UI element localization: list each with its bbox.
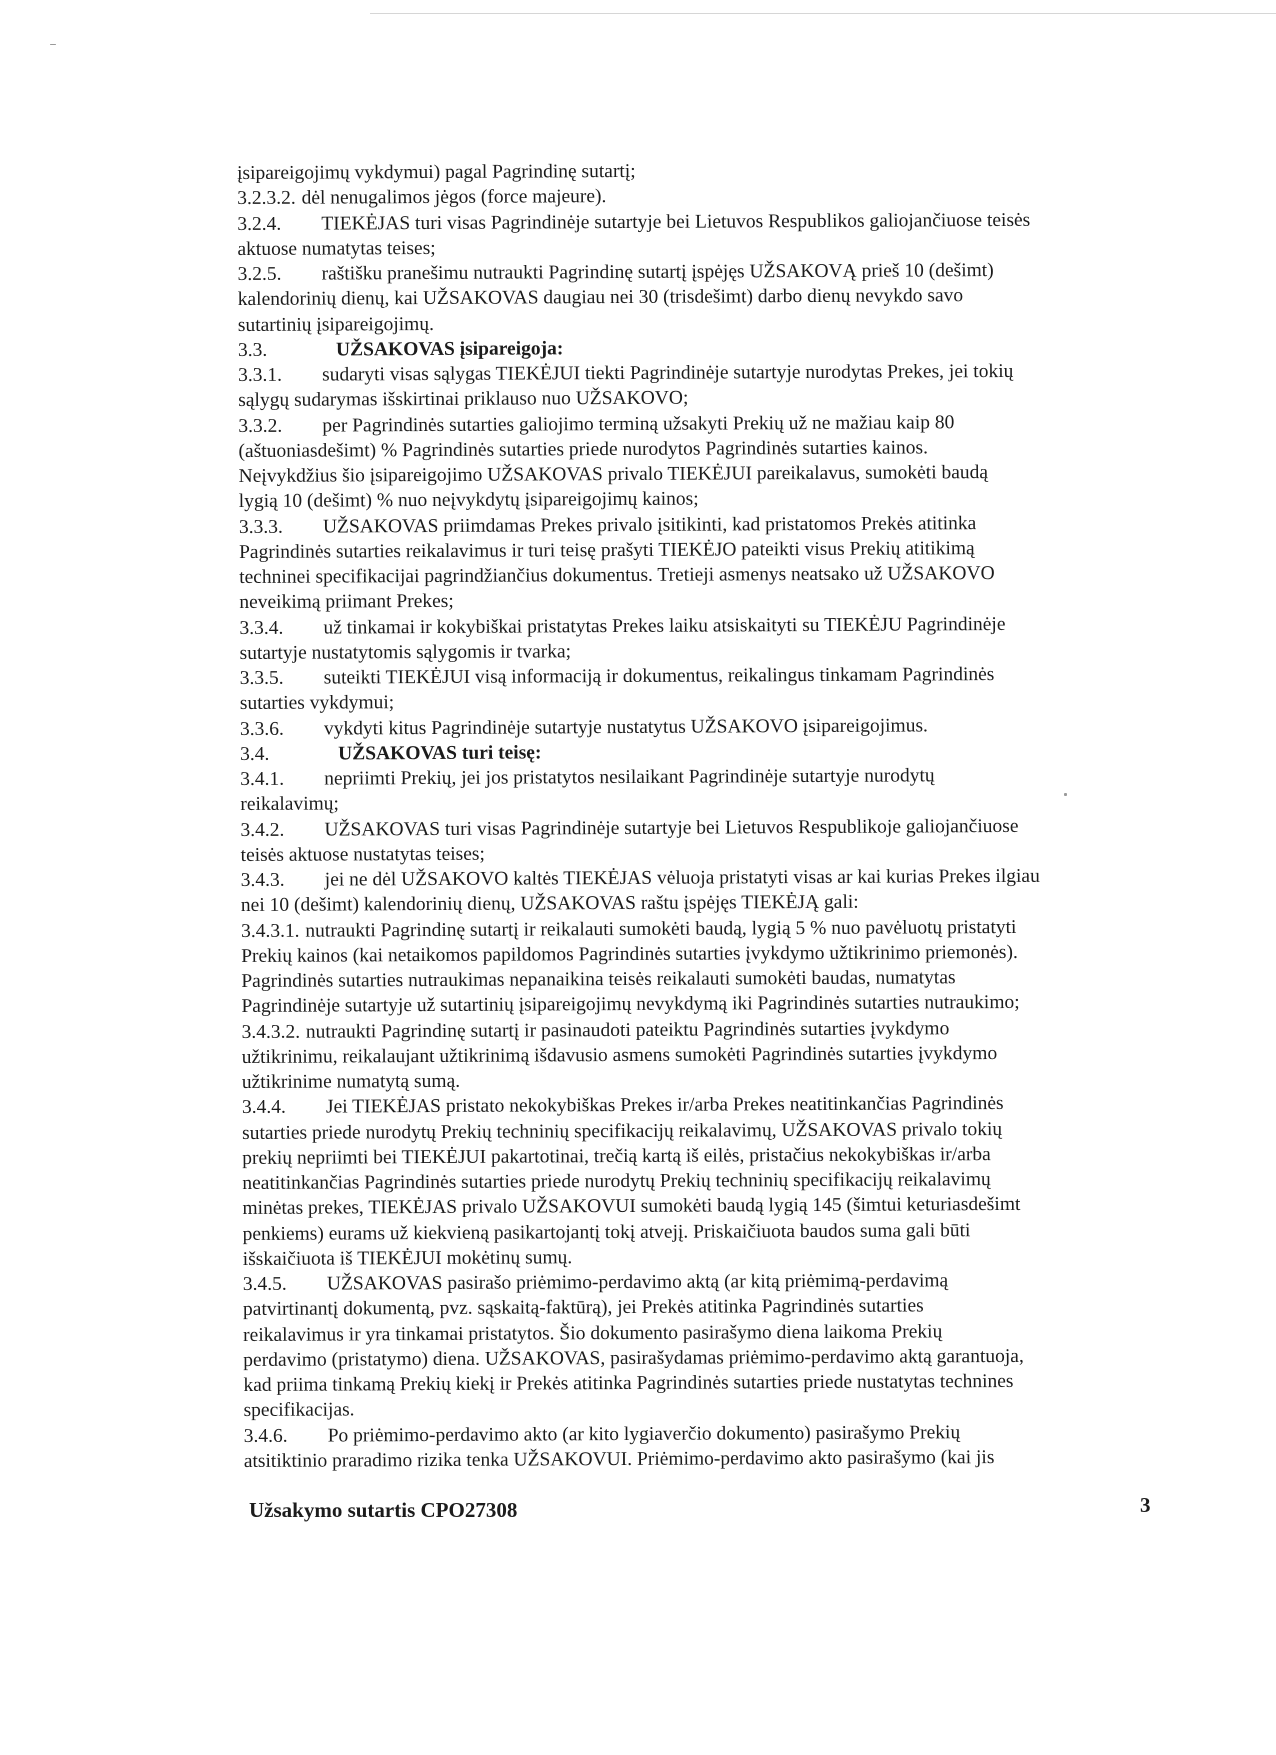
scan-edge-line — [370, 13, 1276, 14]
section-heading-text: UŽSAKOVAS įsipareigoja: — [335, 338, 564, 361]
line-text: specifikacijas. — [243, 1399, 355, 1422]
line-text: sutarties priede nurodytų Prekių techninių specifikacijų reikalavimų, UŽSAKOVAS privalo tokių — [242, 1118, 1003, 1144]
line-text: užtikrinimu, reikalaujant užtikrinimą išdavusio asmens sumokėti Pagrindinės sutarties įvykdymo — [241, 1042, 998, 1068]
section-heading-text: UŽSAKOVAS turi teisę: — [338, 742, 542, 765]
clause-number: 3.4.2. — [240, 819, 285, 841]
clause-number: 3.4.4. — [241, 1097, 286, 1119]
page-number: 3 — [1140, 1493, 1151, 1517]
scan-speck — [50, 44, 56, 45]
line-text: Pagrindinėje sutartyje už sutartinių įsipareigojimų nevykdymą iki Pagrindinės sutarties nutraukimo; — [241, 992, 1020, 1018]
line-text: neatitinkančias Pagrindinės sutarties priede nurodytų Prekių techninių specifikacijų reikalavimų — [242, 1169, 991, 1194]
line-text: per Pagrindinės sutarties galiojimo terminą užsakyti Prekių už ne mažiau kaip 80 — [322, 411, 955, 437]
line-text: raštišku pranešimu nutraukti Pagrindinę sutartį įspėjęs UŽSAKOVĄ prieš 10 (dešimt) — [321, 260, 994, 285]
line-text: Prekių kainos (kai netaikomos papildomos Pagrindinės sutarties įvykdymo užtikrinimo priemonės). — [241, 941, 1018, 967]
line-text: Jei TIEKĖJAS pristato nekokybiškas Prekes ir/arba Prekes neatitinkančias Pagrindinės — [325, 1093, 1004, 1118]
text-line — [244, 1443, 1244, 1473]
clause-number: 3.3.2. — [238, 415, 283, 437]
line-text: kad priima tinkamą Prekių kiekį ir Prekės atitinka Pagrindinės sutarties priede nustatytas technines — [243, 1370, 1014, 1396]
line-text: vykdyti kitus Pagrindinėje sutartyje nustatytus UŽSAKOVO įsipareigojimus. — [323, 714, 928, 740]
line-text: užtikrinime numatytą sumą. — [241, 1070, 461, 1093]
line-text: Po priėmimo-perdavimo akto (ar kito lygiaverčio dokumento) pasirašymo Prekių — [327, 1421, 961, 1447]
line-text: Neįvykdžius šio įsipareigojimo UŽSAKOVAS privalo TIEKĖJUI pareikalavus, sumokėti baudą — [238, 462, 989, 487]
section-number: 3.4. — [240, 743, 270, 765]
line-text: nepriimti Prekių, jei jos pristatytos nesilaikant Pagrindinėje sutartyje nurodytų — [324, 765, 935, 790]
line-text: atsitiktinio praradimo rizika tenka UŽSAKOVUI. Priėmimo-perdavimo akto pasirašymo (kai jis — [243, 1446, 995, 1472]
line-text: nei 10 (dešimt) kalendorinių dienų, UŽSAKOVAS raštu įspėjęs TIEKĖJĄ gali: — [240, 892, 859, 917]
clause-number: 3.3.5. — [239, 667, 284, 689]
line-text: neveikimą priimant Prekes; — [239, 591, 454, 614]
line-text: nutraukti Pagrindinę sutartį ir pasinaudoti pateiktu Pagrindinės sutarties įvykdymo — [305, 1017, 950, 1043]
clause-number: 3.2.4. — [237, 213, 282, 235]
clause-number: 3.3.3. — [238, 516, 283, 538]
line-text: teisės aktuose nustatytas teises; — [240, 843, 485, 866]
clause-number: 3.2.5. — [237, 263, 282, 285]
line-text: sąlygų sudarymas išskirtinai priklauso nuo UŽSAKOVO; — [238, 387, 689, 412]
clause-number: 3.3.1. — [238, 364, 283, 386]
line-text: jei ne dėl UŽSAKOVO kaltės TIEKĖJAS vėluoja pristatyti visas ar kai kurias Prekes ilgiau — [324, 865, 1040, 891]
contract-body-text — [237, 156, 1244, 1474]
clause-number: 3.2.3.2. — [237, 187, 296, 210]
line-text: patvirtinantį dokumentą, pvz. sąskaitą-faktūrą), jei Prekės atitinka Pagrindinės sutarties — [242, 1295, 924, 1321]
clause-number: 3.4.3.2. — [241, 1021, 301, 1043]
section-number: 3.3. — [237, 339, 268, 361]
line-text: aktuose numatytas teises; — [237, 237, 436, 260]
line-text: TIEKĖJAS turi visas Pagrindinėje sutartyje bei Lietuvos Respublikos galiojančiuose teisės — [321, 209, 1031, 235]
line-text: prekių nepriimti bei TIEKĖJUI pakartotinai, trečią kartą iš eilės, pristačius nekokybiškas ir/arba — [242, 1143, 991, 1169]
line-text: reikalavimų; — [240, 793, 339, 816]
line-text: Pagrindinės sutarties nutraukimas nepanaikina teisės reikalauti sumokėti baudas, numatytas — [241, 967, 956, 992]
clause-number: 3.4.1. — [240, 768, 285, 790]
line-text: už tinkamai ir kokybiškai pristatytas Prekes laiku atsiskaityti su TIEKĖJU Pagrindinėje — [323, 613, 1006, 639]
line-text: minėtas prekes, TIEKĖJAS privalo UŽSAKOVUI sumokėti baudą lygią 145 (šimtui keturiasdešimt — [242, 1194, 1021, 1220]
line-text: sutartinių įsipareigojimų. — [237, 313, 434, 336]
footer-contract-title: Užsakymo sutartis CPO27308 — [249, 1498, 518, 1522]
line-text: (aštuoniasdešimt) % Pagrindinės sutarties priede nurodytos Pagrindinės sutarties kainos. — [238, 437, 929, 462]
clause-number: 3.3.4. — [239, 617, 284, 639]
line-text: Pagrindinės sutarties reikalavimus ir turi teisę prašyti TIEKĖJO pateikti visus Prekių atitikimą — [238, 537, 975, 563]
line-text: sutarties vykdymui; — [239, 692, 395, 715]
line-text: išskaičiuota iš TIEKĖJUI mokėtinų sumų. — [242, 1247, 573, 1270]
line-text: techninei specifikacijai pagrindžiančius dokumentus. Tretieji asmenys neatsako už UŽSAKOVO — [239, 563, 995, 588]
line-text: nutraukti Pagrindinę sutartį ir reikalauti sumokėti baudą, lygią 5 % nuo pavėluotų pristatyti — [305, 916, 1017, 942]
line-text: UŽSAKOVAS turi visas Pagrindinėje sutartyje bei Lietuvos Respublikoje galiojančiuose — [324, 815, 1019, 841]
line-text: UŽSAKOVAS priimdamas Prekes privalo įsitikinti, kad pristatomos Prekės atitinka — [322, 512, 977, 538]
line-text: reikalavimus ir yra tinkamai pristatytos. Šio dokumento pasirašymo diena laikoma Prekių — [243, 1320, 943, 1346]
clause-number: 3.4.3. — [240, 869, 285, 891]
clause-number: 3.3.6. — [239, 718, 284, 740]
clause-number: 3.4.6. — [243, 1425, 288, 1447]
line-text: UŽSAKOVAS pasirašo priėmimo-perdavimo aktą (ar kitą priėmimą-perdavimą — [326, 1270, 949, 1295]
line-text: sutartyje nustatytomis sąlygomis ir tvarka; — [239, 641, 572, 664]
line-text: kalendorinių dienų, kai UŽSAKOVAS daugiau nei 30 (trisdešimt) darbo dienų nevykdo savo — [237, 285, 964, 311]
clause-number: 3.4.5. — [242, 1273, 287, 1295]
line-text: lygią 10 (dešimt) % nuo neįvykdytų įsipareigojimų kainos; — [238, 488, 699, 513]
line-text: perdavimo (pristatymo) diena. UŽSAKOVAS, pasirašydamas priėmimo-perdavimo aktą garantuoja, — [243, 1345, 1024, 1371]
line-text: suteikti TIEKĖJUI visą informaciją ir dokumentus, reikalingus tinkamam Pagrindinės — [323, 664, 995, 689]
line-text: sudaryti visas sąlygas TIEKĖJUI tiekti Pagrindinėje sutartyje nurodytas Prekes, jei tokių — [322, 360, 1014, 386]
line-text: įsipareigojimų vykdymui) pagal Pagrindinę sutartį; — [237, 160, 636, 184]
clause-number: 3.4.3.1. — [240, 920, 300, 942]
line-text: penkiems) eurams už kiekvieną pasikartojantį tokį atvejį. Priskaičiuota baudos suma gali būti — [242, 1219, 971, 1245]
line-text: dėl nenugalimos jėgos (force majeure). — [301, 186, 607, 209]
